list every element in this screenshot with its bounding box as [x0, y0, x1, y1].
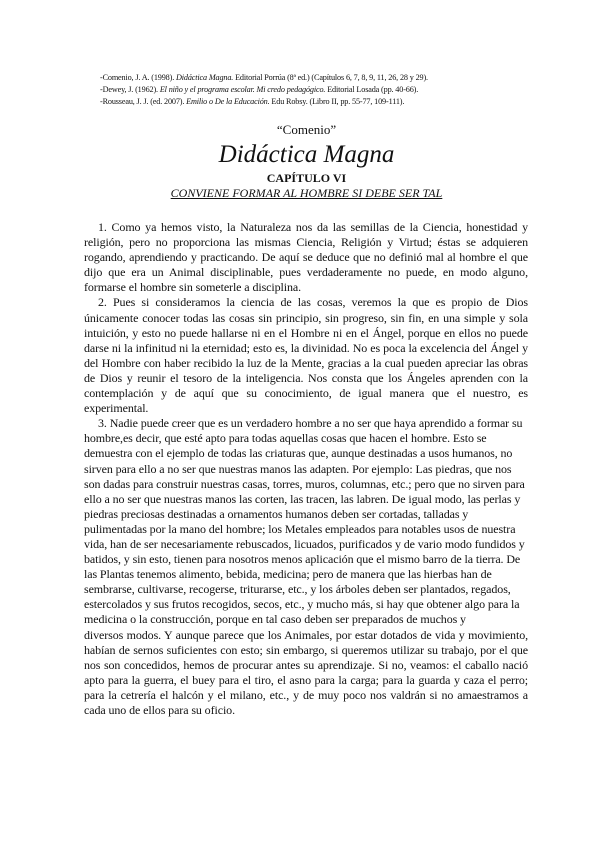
reference-author: -Comenio, J. A. (1998). — [100, 73, 176, 82]
author-quote: “Comenio” — [276, 122, 337, 137]
paragraph: 1. Como ya hemos visto, la Naturaleza nos da las semillas de la Ciencia, honestidad y religión, pero no proporciona las mismas Ciencia, Religión y Virtud; éstas se adquieren rogando, aprendiendo y practicando. De aquí se deduce que no definió mal al hombre el que dijo que era un Animal disciplinable, pues verdaderamente no puede, en modo alguno, formarse el hombre sin someterle a disciplina. — [84, 220, 528, 295]
reference-title: El niño y el programa escolar. Mi credo pedagógico. — [159, 85, 326, 95]
chapter-heading: CAPÍTULO VI — [266, 171, 347, 185]
reference-item — [100, 84, 520, 96]
reference-list — [100, 72, 520, 109]
reference-item — [100, 96, 520, 108]
reference-author: -Rousseau, J. J. (ed. 2007). — [100, 97, 187, 107]
paragraph: 2. Pues si consideramos la ciencia de las cosas, veremos la que es propio de Dios únicamente conocer todas las cosas sin principio, sin progreso, sin fin, en una simple y sola intuición, y esto no puede hallarse ni en el Hombre ni en el Ángel, porque en ellos no puede darse ni la infinitud ni la eternidad; esto es, la divinidad. No es poca la excelencia del Ángel y del Hombre con haber recibido la luz de la Mente, gracias a la cual pueden apreciar las obras de Dios y reunir el tesoro de la inteligencia. Nos consta que los Ángeles aprenden con la contemplación y de aquí que su conocimiento, de igual manera que el nuestro, es experimental. — [84, 295, 528, 416]
reference-item — [100, 72, 520, 84]
reference-details: Edu Robsy. (Libro II, pp. 55-77, 109-111). — [269, 97, 405, 107]
paragraph: diversos modos. Y aunque parece que los Animales, por estar dotados de vida y movimiento, habían de sernos suficientes con esto; sin embargo, si queremos utilizar su trabajo, por el que nos son concedidos, hemos de procurar antes su aprendizaje. Si no, veamos: el caballo nació apto para la guerra, el buey para el tiro, el asno para la carga; para la guarda y caza el perro; para la cetrería el halcón y el milano, etc., y de muy poco nos valdrán si no amaestramos a cada uno de ellos para su oficio. — [84, 627, 528, 717]
reference-title: Didáctica Magna. — [176, 73, 234, 82]
paragraph: 3. Nadie puede creer que es un verdadero hombre a no ser que haya aprendido a formar su hombre,es decir, que esté apto para todas aquellas cosas que hacen el hombre. Esto se demuestra con el ejemplo de todas las criaturas que, aunque destinadas a usos humanos, no sirven para ello a no ser que nuestras manos las adapten. Por ejemplo: Las piedras, que nos son dadas para construir nuestras casas, torres, muros, columnas, etc.; pero que no sirven para ello a no ser que nuestras manos las corten, las tracen, las labren. De igual modo, las perlas y piedras preciosas destinadas a ornamentos humanos deben ser cortadas, talladas y pulimentadas por la mano del hombre; los Metales empleados para notables usos de nuestra vida, han de ser necesariamente rebuscados, licuados, purificados y de vario modo fundidos y batidos, y sin esto, tienen para nosotros menos aplicación que el mismo barro de la tierra. De las Plantas tenemos alimento, bebida, medicina; pero de manera que las hierbas han de sembrarse, cultivarse, recogerse, triturarse, etc., y los árboles deben ser plantados, regados, estercolados y sus frutos recogidos, secos, etc., y mucho más, si hay que obtener algo para la medicina o la construcción, porque en tal caso deben ser preparados de muchos y — [84, 416, 525, 627]
body-text — [84, 220, 528, 718]
chapter-subtitle: CONVIENE FORMAR AL HOMBRE SI DEBE SER TAL — [170, 186, 443, 200]
chapter-header — [85, 122, 528, 201]
reference-title: Emilio o De la Educación. — [186, 97, 270, 107]
reference-author: -Dewey, J. (1962). — [100, 85, 160, 95]
reference-details: Editorial Losada (pp. 40-66). — [325, 85, 419, 95]
book-title: Didáctica Magna — [218, 141, 395, 168]
reference-details: Editorial Porrúa (8ª ed.) (Capítulos 6, 7, 8, 9, 11, 26, 28 y 29). — [233, 73, 428, 82]
